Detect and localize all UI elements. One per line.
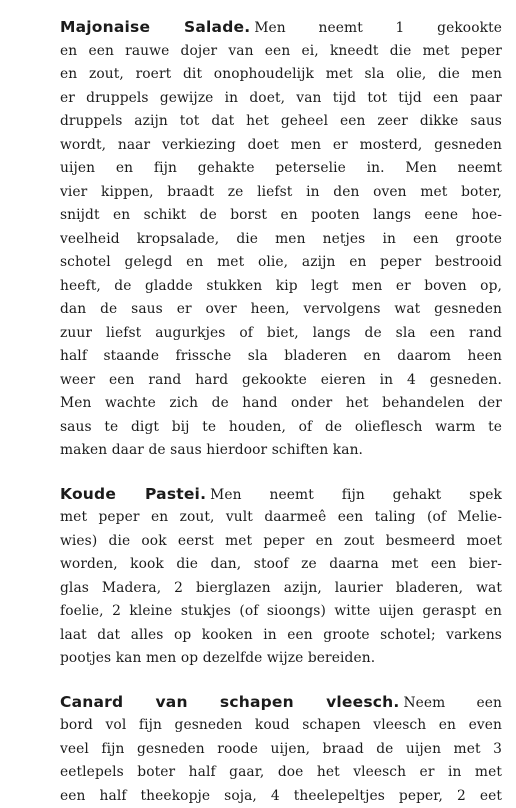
- recipe-title: Majonaise Salade.: [60, 18, 250, 36]
- recipe-line: heeft, de gladde stukken kip legt men er boven op,: [60, 275, 502, 299]
- recipe-line: met peper en zout, vult daarmeê een taling (of Melie-: [60, 506, 502, 530]
- recipe-first-line: [60, 16, 502, 40]
- recipe-line: worden, kook die dan, stoof ze daarna met een bier-: [60, 553, 502, 577]
- recipe-line: half staande frissche sla bladeren en daarom heen: [60, 345, 502, 369]
- recipe-text: Men neemt fijn gehakt spek: [210, 487, 502, 503]
- recipe-line: en een rauwe dojer van een ei, kneedt die met peper: [60, 40, 502, 64]
- recipe-title: Koude Pastei.: [60, 485, 206, 503]
- recipe-line: veelheid kropsalade, die men netjes in een groote: [60, 228, 502, 252]
- recipe-line: veel fijn gesneden roode uijen, braad de uijen met 3: [60, 738, 502, 762]
- recipe-line: glas Madera, 2 bierglazen azijn, laurier bladeren, wat: [60, 577, 502, 601]
- recipe-line: eetlepels boter half gaar, doe het vleesch er in met: [60, 761, 502, 785]
- recipe-line: saus te digt bij te houden, of de olieflesch warm te: [60, 416, 502, 440]
- recipe-line: foelie, 2 kleine stukjes (of sioongs) witte uijen geraspt en: [60, 600, 502, 624]
- recipe-text: Neem een: [403, 695, 502, 711]
- recipe-line: laat dat alles op kooken in een groote schotel; varkens: [60, 624, 502, 648]
- recipe-line: Men wachte zich de hand onder het behandelen der: [60, 392, 502, 416]
- recipe-line: uijen en fijn gehakte peterselie in. Men neemt: [60, 157, 502, 181]
- recipe-first-line: [60, 691, 502, 715]
- recipe-line: bord vol fijn gesneden koud schapen vleesch en even: [60, 714, 502, 738]
- recipe-canard-van-schapen-vleesch: [60, 691, 502, 808]
- recipe-first-line: [60, 483, 502, 507]
- recipe-line: maken daar de saus hierdoor schiften kan.: [60, 439, 502, 463]
- recipe-text: Men neemt 1 gekookte: [254, 20, 502, 36]
- recipe-line: snijdt en schikt de borst en pooten langs eene hoe-: [60, 204, 502, 228]
- recipe-line: zuur liefst augurkjes of biet, langs de sla een rand: [60, 322, 502, 346]
- recipe-line: wies) die ook eerst met peper en zout besmeerd moet: [60, 530, 502, 554]
- recipe-line: dan de saus er over heen, vervolgens wat gesneden: [60, 298, 502, 322]
- recipe-line: druppels azijn tot dat het geheel een zeer dikke saus: [60, 110, 502, 134]
- recipe-line: en zout, roert dit onophoudelijk met sla olie, die men: [60, 63, 502, 87]
- recipe-line: schotel gelegd en met olie, azijn en peper bestrooid: [60, 251, 502, 275]
- recipe-koude-pastei: [60, 483, 502, 671]
- recipe-title: Canard van schapen vleesch.: [60, 693, 399, 711]
- recipe-majonaise-salade: [60, 16, 502, 463]
- recipe-line: weer een rand hard gekookte eieren in 4 gesneden.: [60, 369, 502, 393]
- recipe-line: pootjes kan men op dezelfde wijze bereiden.: [60, 647, 502, 671]
- recipe-line: vier kippen, braadt ze liefst in den oven met boter,: [60, 181, 502, 205]
- recipe-line: een half theekopje soja, 4 theelepeltjes peper, 2 eet: [60, 785, 502, 808]
- recipe-line: er druppels gewijze in doet, van tijd tot tijd een paar: [60, 87, 502, 111]
- recipe-line: wordt, naar verkiezing doet men er mosterd, gesneden: [60, 134, 502, 158]
